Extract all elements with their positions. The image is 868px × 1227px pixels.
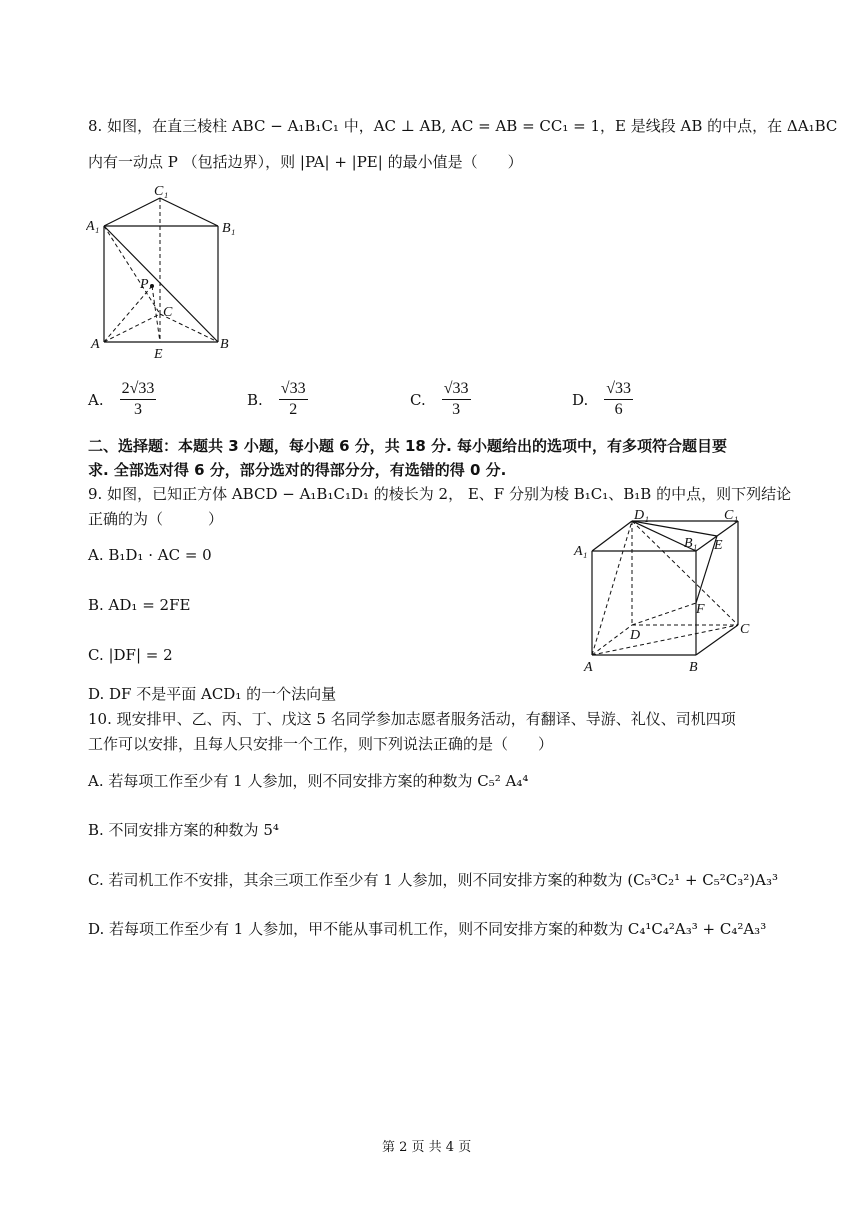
q9-option-b[interactable]: B. AD₁ = 2FE <box>88 596 191 614</box>
q8-prism-figure <box>86 182 246 362</box>
section2-heading-line1: 二、选择题：本题共 3 小题，每小题 6 分，共 18 分. 每小题给出的选项中，有多项符合题目要 <box>88 437 728 455</box>
q10-option-a[interactable]: A. 若每项工作至少有 1 人参加，则不同安排方案的种数为 C₅² A₄⁴ <box>88 772 529 790</box>
q9-option-a[interactable]: A. B₁D₁ · AC = 0 <box>88 546 212 564</box>
label-C: C <box>163 305 173 320</box>
label-A: A <box>584 660 593 675</box>
label-E: E <box>714 538 723 553</box>
q8-option-b[interactable]: B. $\frac{√33}{2}$ <box>247 380 306 418</box>
label-C: C <box>740 622 750 637</box>
label-B1: B₁ <box>684 536 698 551</box>
q10-stem-line2: 工作可以安排，且每人只安排一个工作，则下列说法正确的是（ ） <box>88 735 554 753</box>
q10-stem-line1: 10. 现安排甲、乙、丙、丁、戊这 5 名同学参加志愿者服务活动，有翻译、导游、礼仪、司机四项 <box>88 710 736 728</box>
q10-option-c[interactable]: C. 若司机工作不安排，其余三项工作至少有 1 人参加，则不同安排方案的种数为 (C₅³C₂¹ + C₅²C₃²)A₃³ <box>88 871 779 889</box>
label-D1: D₁ <box>634 508 649 523</box>
q8-stem-line2: 内有一动点 P （包括边界），则 |PA| + |PE| 的最小值是（ ） <box>88 153 523 171</box>
label-F: F <box>696 602 705 617</box>
q9-stem-line2: 正确的为（ ） <box>88 510 224 528</box>
page-footer: 第 2 页 共 4 页 <box>382 1140 472 1155</box>
q8-option-d[interactable]: D. $\frac{√33}{6}$ <box>572 380 632 418</box>
q8-stem-line1: 8. 如图，在直三棱柱 ABC − A₁B₁C₁ 中，AC ⊥ AB, AC = AB = CC₁ = 1，E 是线段 AB 的中点，在 ΔA₁BC <box>88 117 838 135</box>
q9-cube-figure <box>572 505 762 677</box>
q10-option-d[interactable]: D. 若每项工作至少有 1 人参加，甲不能从事司机工作，则不同安排方案的种数为 C₄¹C₄²A₃³ + C₄²A₃³ <box>88 920 767 938</box>
label-B: B <box>689 660 698 675</box>
label-A1: A₁ <box>574 544 588 559</box>
label-B: B <box>220 337 229 352</box>
q8-option-c[interactable]: C. $\frac{√33}{3}$ <box>410 380 469 418</box>
section2-heading-line2: 求. 全部选对得 6 分，部分选对的得部分分，有选错的得 0 分. <box>88 461 507 479</box>
label-A1: A₁ <box>86 219 100 234</box>
label-C1: C₁ <box>724 508 739 523</box>
label-A: A <box>91 337 100 352</box>
label-P: P <box>140 277 149 292</box>
label-C1: C₁ <box>154 184 169 199</box>
q9-stem-line1: 9. 如图，已知正方体 ABCD − A₁B₁C₁D₁ 的棱长为 2， E、F 分别为棱 B₁C₁、B₁B 的中点，则下列结论 <box>88 485 792 503</box>
q9-option-d[interactable]: D. DF 不是平面 ACD₁ 的一个法向量 <box>88 685 337 703</box>
q10-option-b[interactable]: B. 不同安排方案的种数为 5⁴ <box>88 821 279 839</box>
label-D: D <box>630 628 641 643</box>
label-E: E <box>154 347 163 362</box>
q8-option-a[interactable]: A. $\frac{2√33}{3}$ <box>88 380 155 418</box>
q9-option-c[interactable]: C. |DF| = 2 <box>88 646 173 664</box>
label-B1: B₁ <box>222 221 236 236</box>
